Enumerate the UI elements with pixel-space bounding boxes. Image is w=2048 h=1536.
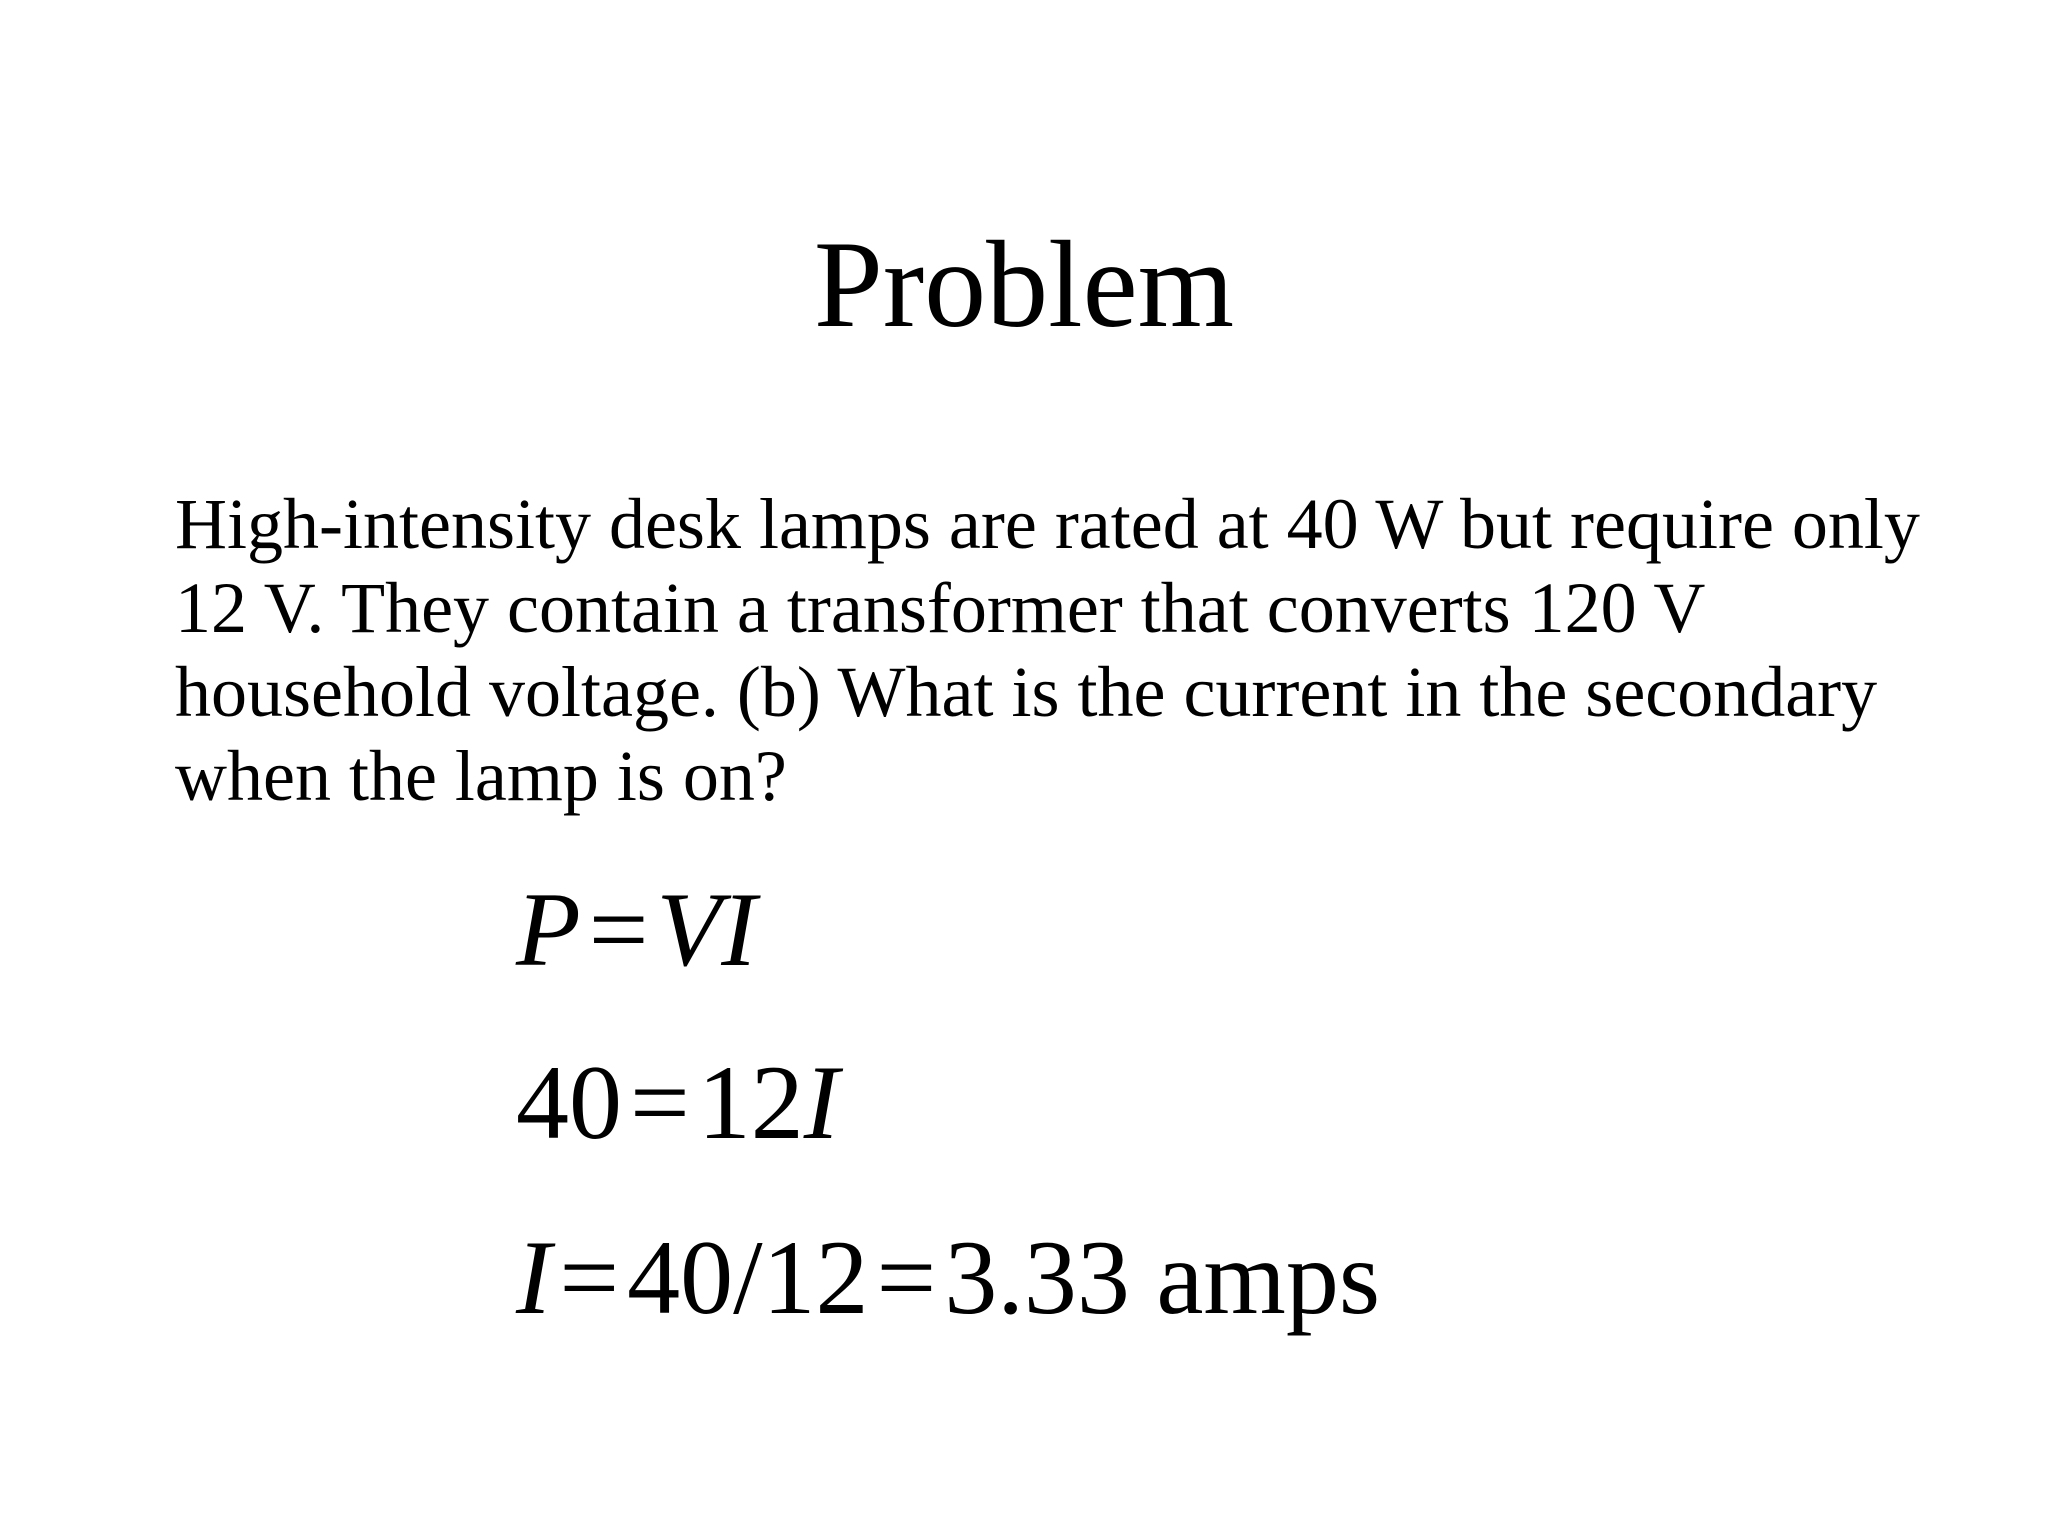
slide-title: Problem [813,216,1235,353]
equation-substitution [516,1043,839,1163]
eq3-equals-2: = [876,1219,937,1336]
eq1-lhs: P [516,871,581,988]
problem-line-4: when the lamp is on? [175,736,787,816]
eq2-equals: = [630,1044,690,1161]
equation-power-formula [516,870,757,990]
eq1-rhs: VI [656,871,757,988]
problem-line-1: High-intensity desk lamps are rated at 40 W but require only [175,484,1920,564]
eq3-expression: 40/12 [627,1219,869,1336]
problem-line-2: 12 V. They contain a transformer that converts 120 V [175,568,1706,648]
eq3-result: 3.33 amps [944,1219,1381,1336]
problem-statement [175,482,1955,818]
eq2-lhs: 40 [516,1044,622,1161]
problem-line-3: household voltage. (b) What is the current in the secondary [175,652,1878,732]
eq3-var: I [516,1219,552,1336]
eq1-equals: = [588,871,649,988]
eq3-equals-1: = [559,1219,620,1336]
eq2-var: I [803,1044,840,1161]
equation-result [516,1218,1380,1338]
eq2-coef: 12 [697,1044,804,1161]
